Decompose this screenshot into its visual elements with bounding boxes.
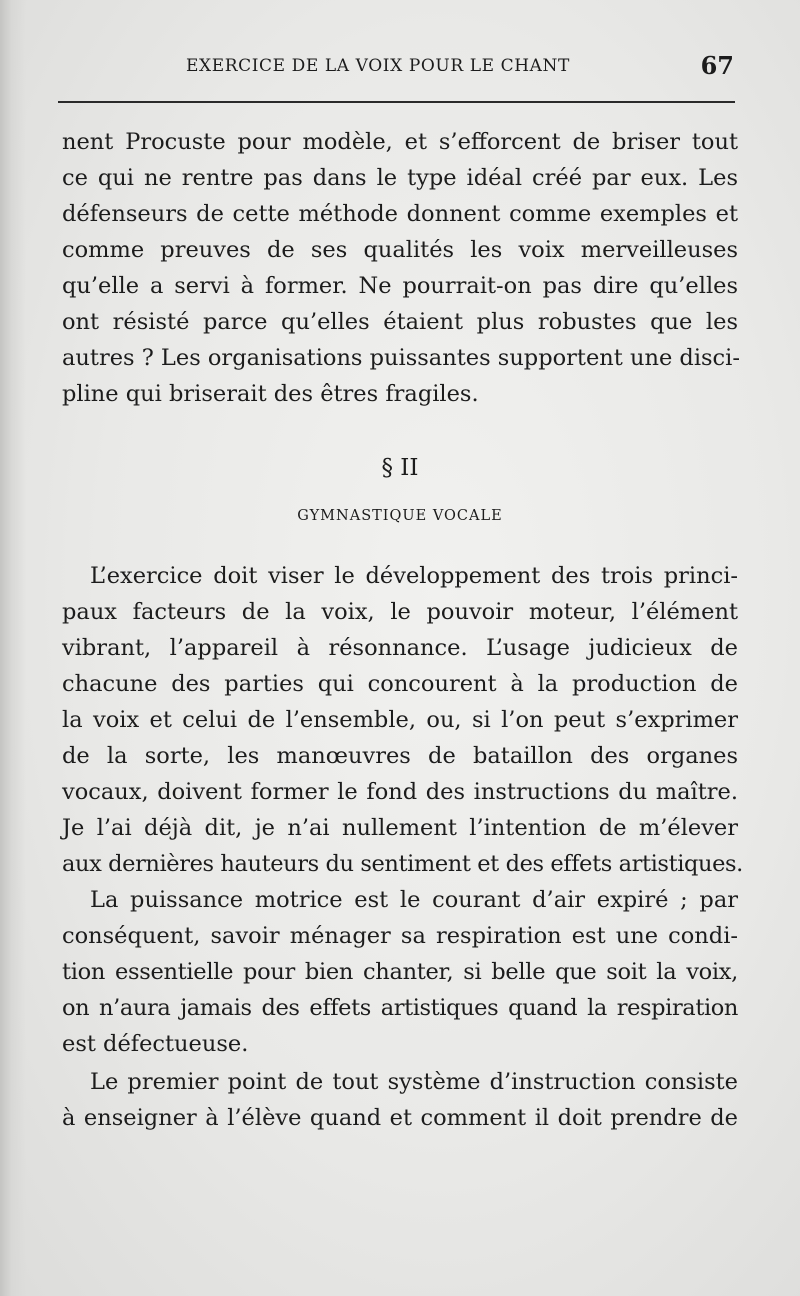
text-line: tion essentielle pour bien chanter, si belle que soit la voix,: [62, 959, 738, 985]
text-line: Je l’ai déjà dit, je n’ai nullement l’intention de m’élever: [62, 815, 738, 841]
section-number: § II: [381, 455, 419, 481]
header-rule: [58, 101, 735, 103]
text-line: aux dernières hauteurs du sentiment et des effets artistiques.: [62, 851, 743, 877]
binding-shadow: [0, 0, 26, 1296]
text-line: pline qui briserait des êtres fragiles.: [62, 381, 479, 407]
text-line: défenseurs de cette méthode donnent comme exemples et: [62, 201, 738, 227]
text-line: qu’elle a servi à former. Ne pourrait-on pas dire qu’elles: [62, 273, 738, 299]
text-line: Le premier point de tout système d’instruction consiste: [90, 1069, 738, 1095]
running-title: EXERCICE DE LA VOIX POUR LE CHANT: [186, 56, 570, 76]
text-line: ce qui ne rentre pas dans le type idéal créé par eux. Les: [62, 165, 738, 191]
section-title: GYMNASTIQUE VOCALE: [297, 508, 503, 524]
text-line: chacune des parties qui concourent à la production de: [62, 671, 738, 697]
text-line: La puissance motrice est le courant d’air expiré ; par: [90, 887, 738, 913]
text-line: autres ? Les organisations puissantes supportent une disci-: [62, 345, 740, 371]
text-line: ont résisté parce qu’elles étaient plus robustes que les: [62, 309, 738, 335]
text-line: vocaux, doivent former le fond des instructions du maître.: [62, 779, 738, 805]
page-number: 67: [700, 51, 734, 80]
text-line: on n’aura jamais des effets artistiques quand la respiration: [62, 995, 738, 1021]
text-line: paux facteurs de la voix, le pouvoir moteur, l’élément: [62, 599, 738, 625]
text-line: de la sorte, les manœuvres de bataillon des organes: [62, 743, 738, 769]
text-line: nent Procuste pour modèle, et s’efforcent de briser tout: [62, 129, 738, 155]
text-line: comme preuves de ses qualités les voix merveilleuses: [62, 237, 738, 263]
text-line: L’exercice doit viser le développement des trois princi-: [90, 563, 738, 589]
text-line: la voix et celui de l’ensemble, ou, si l’on peut s’exprimer: [62, 707, 738, 733]
text-line: vibrant, l’appareil à résonnance. L’usage judicieux de: [62, 635, 738, 661]
text-line: est défectueuse.: [62, 1031, 249, 1057]
text-line: à enseigner à l’élève quand et comment il doit prendre de: [62, 1105, 738, 1131]
text-line: conséquent, savoir ménager sa respiration est une condi-: [62, 923, 738, 949]
